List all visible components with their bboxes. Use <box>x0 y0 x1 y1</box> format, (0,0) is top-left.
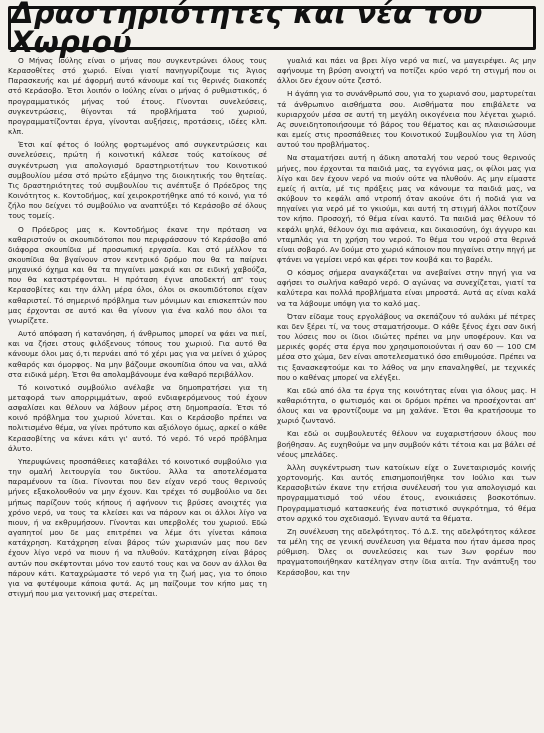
article-paragraph: γυαλιά και πάει να βρει λίγο νερό να πιεί, να μαγειρέψει. Ας μην αφήνουμε τη βρύση ανοιχτή να ποτίζει κρύο νερό τη στιγμή που οι άλλοι δεν έχουν ούτε ζεστό. <box>277 56 536 86</box>
article-paragraph: Ζη συνέλευση της αδελφότητος. Τό Δ.Σ. της αδελφότητος κάλεσε τα μέλη της σε γενική συνέλευση για θέματα που ήταν άμεσα προς ρύθμιση. Όλες οι συνελεύσεις και των 3ων φορέων που πραγματοποιήθηκαν κατέληγαν στην ίδια αιτία. Την ανάπτυξη του Κεράσοβου, και την <box>277 526 536 577</box>
article-paragraph: Έτσι καί φέτος ό Ιούλης φορτωμένος από συγκεντρώσεις και συνελεύσεις, πρώτη ή κοινοτική κάλεσε τούς κατοίκους σέ συγκέντρωση για απολογισμό δραστηριοτήτων του Κοινοτικού συμβουλίου μέσα στό πρώτο εξάμηνο της διοικητικής του θητείας. Τις δραστηριότητες τού συμβουλίου τις ανέπτυξε ό Πρόεδρος της Κοινότητος κ. Κοντοδήμος, καί χειροκροτήθηκε από τό κοινό, για τό ζήλο που δείχνει τό συμβούλιο να αναπτύξει τό Κεράσοβο σέ όλους τους τομείς. <box>8 140 267 221</box>
article-paragraph: Άλλη συγκέντρωση των κατοίκων είχε ο Συνεταιρισμός κοινής χορτονομής. Και αυτός επισημοποιήθηκε τον Ιούλιο και των Κερασοβιτών έκανε την ετήσια συνέλευσή του για απολογισμό και προγραμματισμό τού νέου έτους, ενοικιάσεις βοσκοτόπων. Προγραμματισμό κατασκευής ένα ποτιστικό συγκρότημα, τό θέμα στον αρχικό του σχεδιασμό. Έγιναν αυτά τα θέματα. <box>277 462 536 523</box>
article-paragraph: Και εδώ οι συμβουλευτές θέλουν να ευχαριστήσουν όλους που βοήθησαν. Ας ευχηθούμε να μην συμβούν κάτι τέτοια και μα βάλει σέ νέους μπελάδες. <box>277 429 536 459</box>
article-paragraph: Και εδώ από όλα τα έργα της κοινότητας είναι για όλους μας. Η καθαριότητα, ο φωτισμός και οι δρόμοι πρέπει να προσέχονται απ' όλους και να φροντίζουμε να μη χαλάνε. Έτσι θα κρατήσουμε το χωριό ζωντανό. <box>277 385 536 426</box>
article-paragraph: Όταν είδαμε τους εργολάβους να σκεπάζουν τό αυλάκι μέ πέτρες και δεν ξέρει τί, να τους σταματήσουμε. Ο κάθε ξένος έχει σαν δική του λύσεις που οι ίδιοι ιδιώτες πρέπει να μην υποφέρουν. Και να μερικές φορές στα έργα που χρησιμοποιούνται ή σαν 60 — 100 CM μέσα στο χώμα, δεν είναι αποτελεσματικό όσο επιθυμούσε. Πρέπει να τις ξανασκεφτούμε και το λάθος να μην επαναληφθεί, με τεχνικές που ο καθένας μπορεί να ελέγξει. <box>277 311 536 382</box>
right-column <box>277 56 536 727</box>
article-paragraph: Η άγάπη για το συνάνθρωπό σου, για το χωριανό σου, μαρτυρείται τά άνθρωπινο αισθήματα σου. Αισθήματα που επιβάλετε να κυριαρχούν μέσα σε αυτή τη μεγάλη οικογένεια που λέγεται χωριό. Ας συνειδητοποιήσουμε τό βάρος του θέματος και ας πλαισιώσουμε και εμείς στις προσπάθειες του Κοινοτικού Συμβουλίου για τη λύση αυτού του προβλήματος. <box>277 89 536 150</box>
article-paragraph: Να σταματήσει αυτή η άδικη αποταλή του νερού τους θερινούς μήνες, που έρχονται τα παιδιά μας, τα εγγόνια μας, οι φίλοι μας για λίγο και δεν έχουν νερό να πιούν ούτε να πλυθούν. Ας μην είμαστε εμείς ή αιτία, μέ τις πράξεις μας να κάνουμε τα παιδιά μας, να σκύβουν το κεφάλι από ντροπή όταν ακούνε ότι ή ποδιά για να πηγαίνει για νερό μέ το γκιούμι, και αυτή τη στιγμή άλλοι ποτίζουν τον κήπο. Προσοχή, τό θέμα είναι καυτό. Τα παιδιά μας θέλουν τό κεφάλι ψηλά, θέλουν όχι πια αφάνεια, και δικαιοσύνη, όχι άγγυρο και νταμπλάς για τη χρήση του νερού. Το θέμα του νερού στα θερινά είναι σοβαρό. Αν δούμε στο χωριό κάποιον που πηγαίνει στην πηγή με φτάνει να γεμίσει νερό και φέρει τον κουβά και το βαρέλι. <box>277 153 536 264</box>
headline: Δραστηριότητες και νέα του Χωριού <box>11 0 483 59</box>
left-column <box>8 56 267 727</box>
article-paragraph: Υπερυψώνεις προσπάθειες καταβάλει τό κοινοτικό συμβούλιο για την ομαλή λειτουργία του δικτύου. Άλλα τα αποτελέσματα παραμένουν τα ίδια. Γίνονται που δεν είχαν νερό τους θερινούς μήνες εξακολουθούν να μην έχουν. Και τρέχει τό συμβούλιο να δει μήπως παρίζουν τούς κήπους ή αφήνουν τις βρύσες ανοιχτές για χρόνο νερό, να τους τα κλείσει και να πάρουν και οι άλλοι λίγο να πιουν, ή να εκθρυμήσουν. Γίνονται και υπερβολές του χωριού. Εδώ αγαπητοί μου δε μας επιτρέπει να λέμε ότι γίνεται κάποια κατάχρηση. Κατάχρηση είναι βάρος τών χωριανών μας που δεν έχουν λίγο νερό να πιουν ή να πλυθούν. Κατάχρηση είναι βάρος αυτών που σκέφτονται μόνο τον εαυτό τους και να δουν αν άλλοι θα πάρουν κάτι. Καταχρώμαστε τό νερό για τη ζωή μας, για το όποιο για να φυτέψουμε κάποια φυτά. Ας μη παίζουμε τον κήπο μας τη στιγμή που μια γειτονική μας στερείται. <box>8 456 267 598</box>
headline-box <box>8 0 536 59</box>
article-paragraph: Ο κόσμος σήμερα αναγκάζεται να ανεβαίνει στην πηγή για να αφήσει το σωλήνα καθαρό νερό. Ο αγώνας να συνεχίζεται, γιατί τα καλύτερα και πολλά προβλήματα είναι μπροστά. Αυτά ας είναι καλά να τα λάβουμε υπόψη για το καλό μας. <box>277 268 536 308</box>
article-paragraph: Ο Πρόεδρος μας κ. Κοντοδήμος έκανε την πρόταση να καθαριστούν οι σκουπιδότοποι που περιφράσσουν τό Κεράσοβο από διάφορα σκουπίδια μέ προσωπική εργασία. Και στό μέλλον τα σκουπίδια θα βγαίνουν στον κεντρικό δρόμο που θα τα παίρνει μηχανικό όχημα και θα τα πηγαίνει μακριά και σε ειδική χαβούζα, που θα καταστρέφονται. Η πρόταση έγινε αποδεκτή απ' τους Κερασοβίτες και την άλλη μέρα όλοι, όλοι οι σκουπιδότοποι είχαν καθαριστεί. Τό σημερινό πρόβλημα των μόνιμων και επισκεπτών που μας έρχονται σε αυτό και θα γίνουν για ένα καλό που όλοι τα γνωρίζετε. <box>8 224 267 325</box>
article-paragraph: Αυτό απόφαση ή κατανόηση, ή άνθρωπος μπορεί να φάει να πιεί, και να ζήσει στους φιλόξενους τόπους του χωριού. Για αυτό θα κάνουμε όλοι μας ό,τι περνάει από τό χέρι μας για να μείνει ό χώρος καθαρός και όμορφος. Να μην βάζουμε σκουπίδια όπου να ναι, αλλά στα ειδικά μέρη. Έτσι θα απολαμβάνουμε ένα καθαρό περιβάλλον. <box>8 329 267 379</box>
article-paragraph: Τό κοινοτικό συμβούλιο ανέλαβε να δημοπρατήσει για τη μεταφορά των απορριμμάτων, αφού ενδιαφερόμενους τού έχουν ασφαλίσει και θέλουν να λάβουν μέρος στη δημοπρασία. Έτσι τό κοινό πρόβλημα του χωριού λύνεται. Και ο Κεράσοβο πρέπει να πολιτισμένο θέμα, να γίνει πρότυπο και αξιόλογο όμως, αρκεί ο κάθε Κερασοβίτης να κάνει κάτι γι' αυτό. Τό νερό. Τό νερό πρόβλημα άλυτο. <box>8 382 267 453</box>
article-columns <box>8 56 536 727</box>
article-paragraph: Ο Μήνας Ιούλης είναι ο μήνας που συγκεντρώνει όλους τους Κερασοθίτες στό χωριό. Είναι γιατί πανηγυρίζουμε τις Άγιος Παρασκευής και μέ άφορμή αυτό κάνουμε καί τις θερινές διακοπές στό Κεράσοβο. Έτσι λοιπόν ο Ιούλης είναι ο μήνας ό ρυθμιστικός, ό προγραμματικός μήνας τού έτους. Γίνονται συνελεύσεις, συγκεντρώσεις, θίγονται τά προβλήματα τού χωριού, προγραμματίζονται έργα, γίνονται αυξήσεις, προτάσεις, ιδέες κλπ. κλπ. <box>8 56 267 137</box>
